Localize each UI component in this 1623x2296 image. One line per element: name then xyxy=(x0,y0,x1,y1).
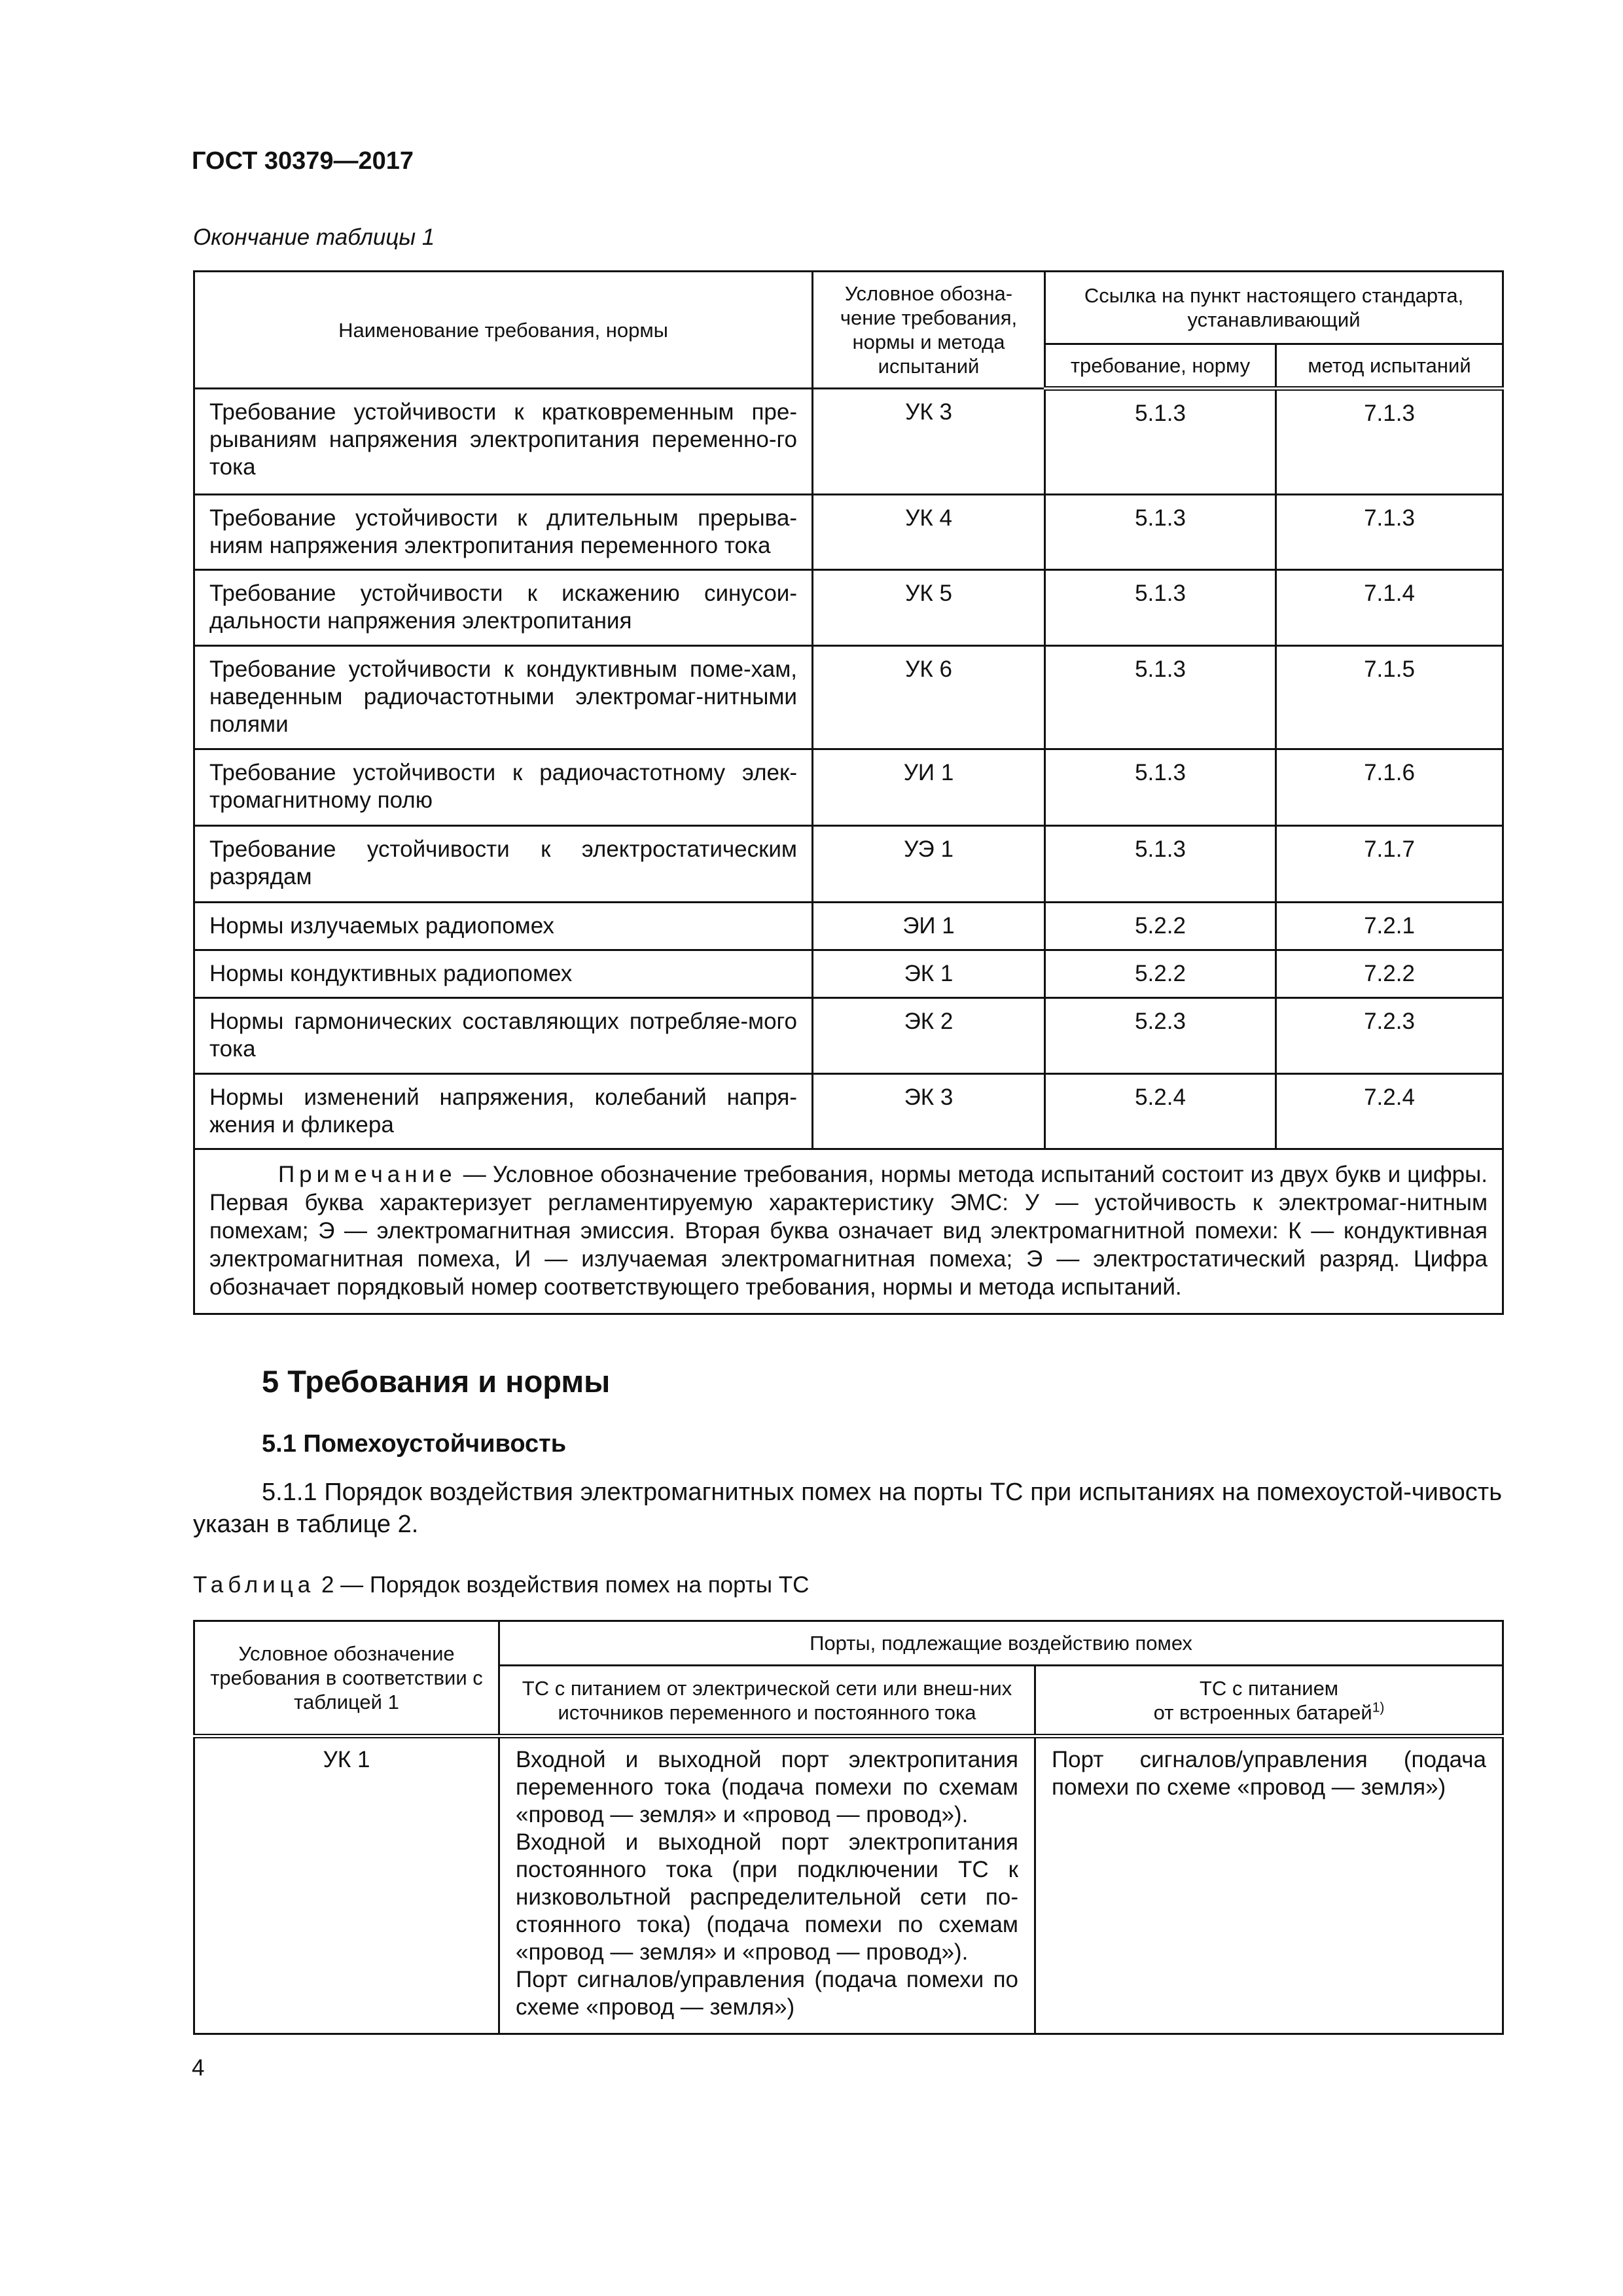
battery-header-line2: от встроенных батарей xyxy=(1153,1700,1372,1724)
table1-header-name: Наименование требования, нормы xyxy=(194,272,813,389)
table-row xyxy=(194,950,1503,998)
row-name: Нормы излучаемых радиопомех xyxy=(194,903,813,950)
row-code: ЭИ 1 xyxy=(813,903,1045,950)
page-number: 4 xyxy=(192,2055,205,2081)
row-method: 7.1.5 xyxy=(1276,646,1503,749)
row-mains-ports xyxy=(499,1736,1035,2034)
table1-header-code: Условное обозна-чение требования, нормы и метода испытаний xyxy=(813,272,1045,389)
table1-header-requirement: требование, норму xyxy=(1045,344,1276,389)
row-method: 7.1.3 xyxy=(1276,389,1503,495)
battery-header-line1: ТС с питанием xyxy=(1199,1676,1339,1700)
row-battery-ports: Порт сигналов/управления (подача помехи по схеме «провод — земля») xyxy=(1035,1736,1503,2034)
section-5-1-1-paragraph: 5.1.1 Порядок воздействия электромагнитных помех на порты ТС при испытаниях на помехоустой-чивость указан в таблице 2. xyxy=(193,1479,1502,1538)
table-row xyxy=(194,903,1503,950)
table-row xyxy=(194,646,1503,749)
row-name: Нормы кондуктивных радиопомех xyxy=(194,950,813,998)
row-code: УИ 1 xyxy=(813,749,1045,826)
row-method: 7.1.6 xyxy=(1276,749,1503,826)
row-method: 7.2.2 xyxy=(1276,950,1503,998)
table-row xyxy=(194,1736,1503,2034)
table2-caption xyxy=(193,1572,809,1598)
row-name: Требование устойчивости к длительным прерыва-ниям напряжения электропитания переменного тока xyxy=(194,495,813,570)
table-row xyxy=(194,826,1503,903)
table1-note-row xyxy=(194,1149,1503,1314)
row-method: 7.1.4 xyxy=(1276,570,1503,646)
table-row xyxy=(194,1074,1503,1149)
table1 xyxy=(193,270,1504,1315)
row-name: Нормы гармонических составляющих потребляе-мого тока xyxy=(194,998,813,1074)
row-method: 7.2.4 xyxy=(1276,1074,1503,1149)
mains-port-ac: Входной и выходной порт электропитания переменного тока (подача помехи по схемам «провод — земля» и «провод — провод»). xyxy=(516,1747,1018,1827)
row-requirement: 5.1.3 xyxy=(1045,749,1276,826)
row-name: Требование устойчивости к кратковременным пре-рываниям напряжения электропитания переменно-го тока xyxy=(194,389,813,495)
table-row xyxy=(194,570,1503,646)
row-requirement: 5.2.2 xyxy=(1045,950,1276,998)
row-name: Нормы изменений напряжения, колебаний напря-жения и фликера xyxy=(194,1074,813,1149)
table-row xyxy=(194,749,1503,826)
row-code: УК 6 xyxy=(813,646,1045,749)
row-code: УК 3 xyxy=(813,389,1045,495)
row-requirement: 5.1.3 xyxy=(1045,646,1276,749)
row-method: 7.1.7 xyxy=(1276,826,1503,903)
row-method: 7.2.3 xyxy=(1276,998,1503,1074)
section-5-1-title: 5.1 Помехоустойчивость xyxy=(262,1430,567,1458)
table-row xyxy=(194,389,1503,495)
table-row xyxy=(194,998,1503,1074)
row-code: ЭК 3 xyxy=(813,1074,1045,1149)
row-code: УК 4 xyxy=(813,495,1045,570)
row-requirement: 5.1.3 xyxy=(1045,826,1276,903)
row-code: УЭ 1 xyxy=(813,826,1045,903)
document-header: ГОСТ 30379—2017 xyxy=(192,147,414,175)
note-text: — Условное обозначение требования, нормы метода испытаний состоит из двух букв и цифры. Первая буква характеризует регламентируемую характеристику ЭМС: У — устойчивость к электромаг-нитным помехам; Э — электромагнитная эмиссия. Вторая буква означает вид электромагнитной помехи: К — кондуктивная электромагнитная помеха, И — излучаемая электромагнитная помеха; Э — электростатический разряд. Цифра обозначает порядковый номер соответствующего требования, нормы и метода испытаний. xyxy=(209,1162,1488,1300)
row-name: Требование устойчивости к электростатическим разрядам xyxy=(194,826,813,903)
table-row xyxy=(194,495,1503,570)
row-requirement: 5.2.3 xyxy=(1045,998,1276,1074)
row-requirement: 5.1.3 xyxy=(1045,570,1276,646)
table2-caption-label: Таблица xyxy=(193,1572,315,1598)
section-5-title: 5 Требования и нормы xyxy=(262,1364,611,1399)
row-requirement: 5.2.2 xyxy=(1045,903,1276,950)
table2-header-ports: Порты, подлежащие воздействию помех xyxy=(499,1621,1503,1666)
mains-port-signal: Порт сигналов/управления (подача помехи по схеме «провод — земля») xyxy=(516,1967,1018,2020)
row-code: УК 5 xyxy=(813,570,1045,646)
note-label: Примечание xyxy=(278,1162,457,1187)
table1-note xyxy=(194,1149,1503,1314)
table2-caption-text: 2 — Порядок воздействия помех на порты ТС xyxy=(315,1572,810,1598)
table1-header-method: метод испытаний xyxy=(1276,344,1503,389)
row-code: УК 1 xyxy=(194,1736,499,2034)
table2-header-battery xyxy=(1035,1666,1503,1736)
row-requirement: 5.1.3 xyxy=(1045,389,1276,495)
table1-header-reference: Ссылка на пункт настоящего стандарта, устанавливающий xyxy=(1045,272,1503,344)
row-code: ЭК 1 xyxy=(813,950,1045,998)
row-requirement: 5.1.3 xyxy=(1045,495,1276,570)
row-code: ЭК 2 xyxy=(813,998,1045,1074)
row-requirement: 5.2.4 xyxy=(1045,1074,1276,1149)
row-method: 7.2.1 xyxy=(1276,903,1503,950)
row-name: Требование устойчивости к радиочастотному элек-тромагнитному полю xyxy=(194,749,813,826)
footnote-marker: 1) xyxy=(1372,1700,1385,1715)
table2-header-mains: ТС с питанием от электрической сети или внеш-них источников переменного и постоянного тока xyxy=(499,1666,1035,1736)
table1-caption: Окончание таблицы 1 xyxy=(193,224,435,250)
table2 xyxy=(193,1620,1504,2035)
row-name: Требование устойчивости к искажению синусои-дальности напряжения электропитания xyxy=(194,570,813,646)
mains-port-dc: Входной и выходной порт электропитания постоянного тока (при подключении ТС к низковольтной распределительной сети по-стоянного тока) (подача помехи по схемам «провод — земля» и «провод — провод»). xyxy=(516,1829,1018,1965)
table2-header-code: Условное обозначение требования в соответствии с таблицей 1 xyxy=(194,1621,499,1736)
row-method: 7.1.3 xyxy=(1276,495,1503,570)
row-name: Требование устойчивости к кондуктивным поме-хам, наведенным радиочастотными электромаг-нитными полями xyxy=(194,646,813,749)
